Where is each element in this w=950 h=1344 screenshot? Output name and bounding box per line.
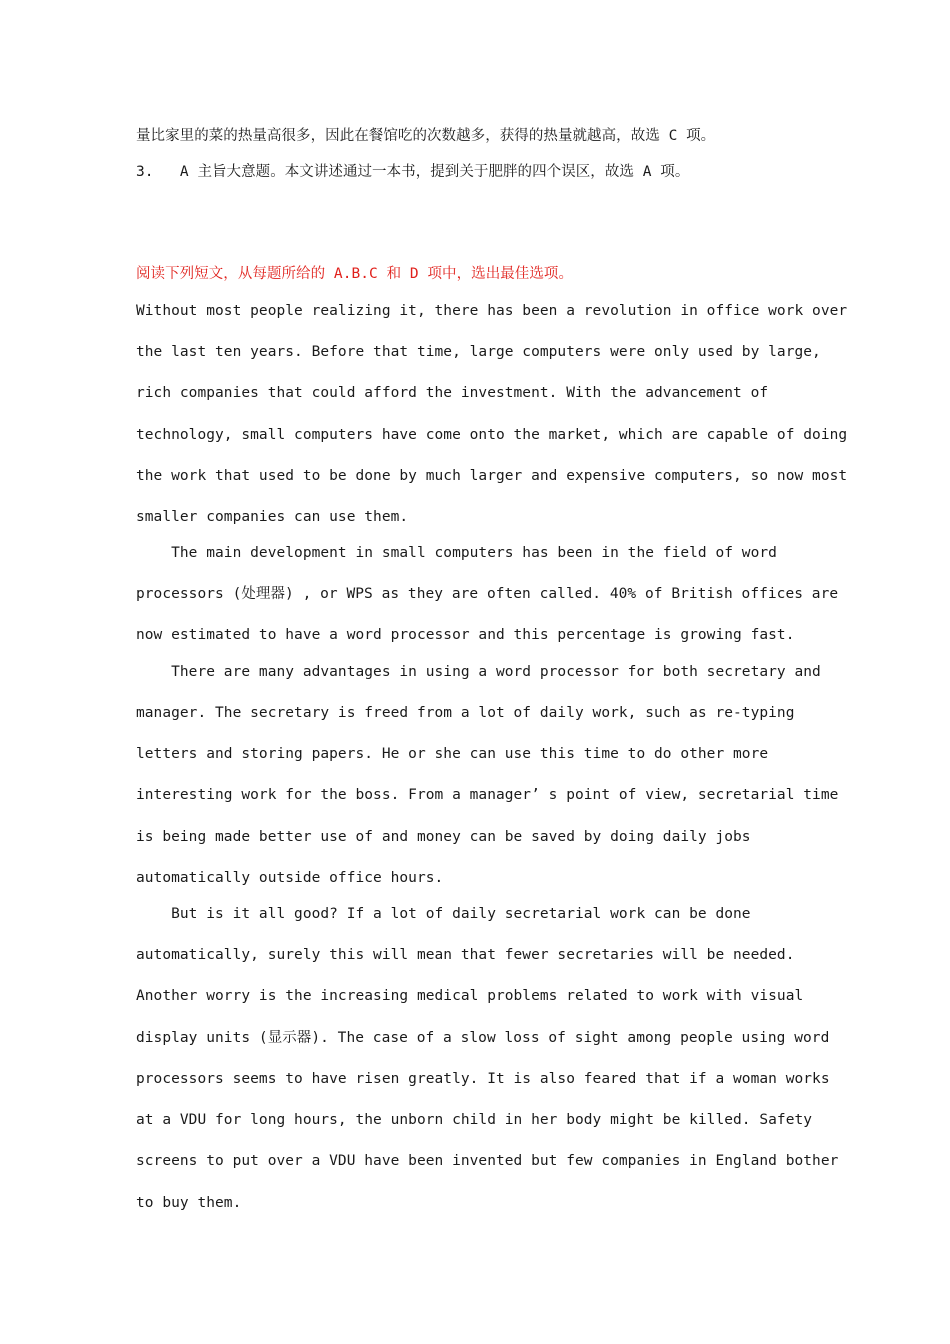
passage-line: at a VDU for long hours, the unborn child in her body might be killed. Safety — [136, 1112, 813, 1128]
passage-line: processors seems to have risen greatly. It is also feared that if a woman works — [136, 1071, 830, 1087]
passage-line: manager. The secretary is freed from a lot of daily work, such as re-typing — [136, 705, 795, 721]
passage-line: smaller companies can use them. — [136, 509, 409, 525]
passage-line: letters and storing papers. He or she can use this time to do other more — [136, 746, 769, 762]
passage-line: to buy them. — [136, 1195, 242, 1211]
passage-line: the last ten years. Before that time, large computers were only used by large, — [136, 344, 821, 360]
passage-line: rich companies that could afford the investment. With the advancement of — [136, 385, 769, 401]
passage-line: There are many advantages in using a word processor for both secretary and — [136, 664, 821, 680]
passage-line: interesting work for the boss. From a manager’ s point of view, secretarial time — [136, 787, 839, 803]
passage-line: But is it all good? If a lot of daily secretarial work can be done — [136, 906, 751, 922]
passage-line: technology, small computers have come onto the market, which are capable of doing — [136, 427, 848, 443]
passage-line: automatically, surely this will mean that fewer secretaries will be needed. — [136, 947, 795, 963]
passage-line: the work that used to be done by much larger and expensive computers, so now most — [136, 468, 848, 484]
passage-line: display units (显示器). The case of a slow loss of sight among people using word — [136, 1030, 830, 1046]
answer-explanation-line-1: 量比家里的菜的热量高很多，因此在餐馆吃的次数越多，获得的热量就越高，故选 C 项。 — [136, 128, 716, 144]
passage-line: automatically outside office hours. — [136, 870, 444, 886]
answer-explanation-line-2: 3. A 主旨大意题。本文讲述通过一本书，提到关于肥胖的四个误区，故选 A 项。 — [136, 164, 690, 180]
passage-line: processors (处理器) , or WPS as they are often called. 40% of British offices are — [136, 586, 839, 602]
passage-line: Another worry is the increasing medical problems related to work with visual — [136, 988, 804, 1004]
passage-line: now estimated to have a word processor and this percentage is growing fast. — [136, 627, 795, 643]
passage-line: screens to put over a VDU have been invented but few companies in England bother — [136, 1153, 839, 1169]
reading-instruction: 阅读下列短文，从每题所给的 A.B.C 和 D 项中，选出最佳选项。 — [136, 266, 573, 282]
passage-line: The main development in small computers has been in the field of word — [136, 545, 777, 561]
passage-line: Without most people realizing it, there has been a revolution in office work over — [136, 303, 848, 319]
passage-line: is being made better use of and money can be saved by doing daily jobs — [136, 829, 751, 845]
